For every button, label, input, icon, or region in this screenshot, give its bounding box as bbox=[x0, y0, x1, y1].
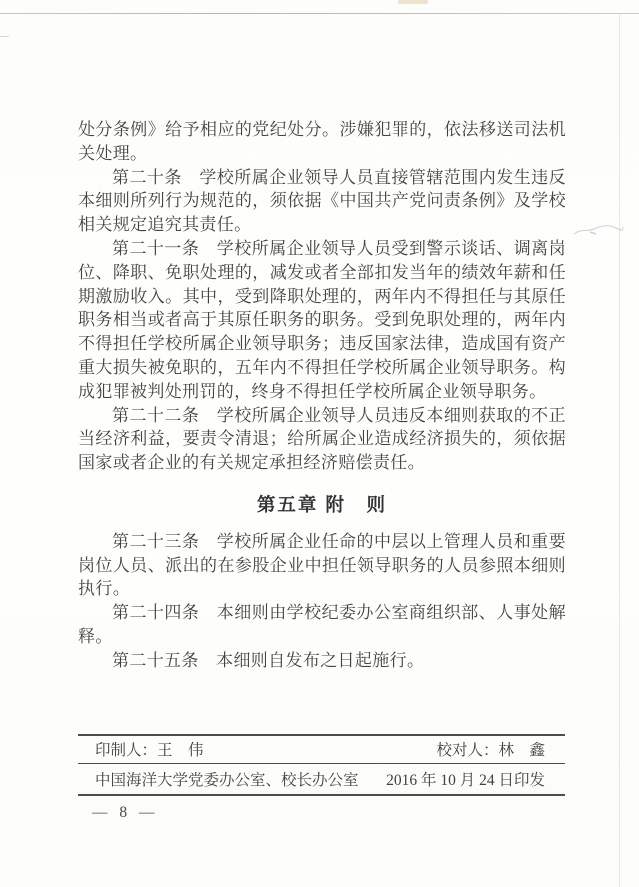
scan-edge-left-tick bbox=[0, 36, 9, 37]
scan-edge-right-line bbox=[619, 14, 620, 887]
page-number: — 8 — bbox=[92, 804, 159, 821]
body-paragraph: 处分条例》给予相应的党纪处分。涉嫌犯罪的，依法移送司法机关处理。 bbox=[78, 120, 566, 163]
footer-row-issuance bbox=[78, 764, 565, 794]
printer-name: 印制人：王 伟 bbox=[95, 742, 204, 759]
footer-row-personnel bbox=[78, 736, 565, 763]
imprint-footer bbox=[78, 734, 565, 796]
scan-scratch-mark bbox=[572, 220, 624, 242]
proofreader-name: 校对人：林 鑫 bbox=[436, 742, 545, 759]
scan-edge-top-line bbox=[0, 13, 639, 14]
document-body bbox=[78, 118, 566, 673]
body-paragraph-article-25: 第二十五条 本细则自发布之日起施行。 bbox=[112, 650, 425, 670]
issue-date: 2016 年 10 月 24 日印发 bbox=[386, 771, 545, 789]
body-paragraph-article-24: 第二十四条 本细则由学校纪委办公室商组织部、人事处解释。 bbox=[78, 603, 566, 646]
issuing-office: 中国海洋大学党委办公室、校长办公室 bbox=[95, 771, 359, 789]
body-paragraph-article-22: 第二十二条 学校所属企业领导人员违反本细则获取的不正当经济利益，要责令清退；给所属企业造成经济损失的，须依据国家或者企业的有关规定承担经济赔偿责任。 bbox=[78, 405, 566, 473]
body-paragraph-article-23: 第二十三条 学校所属企业任命的中层以上管理人员和重要岗位人员、派出的在参股企业中担任领导职务的人员参照本细则执行。 bbox=[78, 531, 566, 599]
body-paragraph-article-20: 第二十条 学校所属企业领导人员直接管辖范围内发生违反本细则所列行为规范的，须依据《中国共产党问责条例》及学校相关规定追究其责任。 bbox=[78, 167, 566, 235]
scan-smudge bbox=[398, 0, 428, 4]
body-paragraph-article-21: 第二十一条 学校所属企业领导人员受到警示谈话、调离岗位、降职、免职处理的，减发或者全部扣发当年的绩效年薪和任期激励收入。其中，受到降职处理的，两年内不得担任与其原任职务相当或者高于其原任职务的职务。受到免职处理的，两年内不得担任学校所属企业领导职务；违反国家法律，造成国有资产重大损失被免职的，五年内不得担任学校所属企业领导职务。构成犯罪被判处刑罚的，终身不得担任学校所属企业领导职务。 bbox=[78, 238, 566, 401]
chapter-heading: 第五章 附 则 bbox=[256, 493, 388, 515]
footer-rule-bottom bbox=[78, 794, 565, 796]
